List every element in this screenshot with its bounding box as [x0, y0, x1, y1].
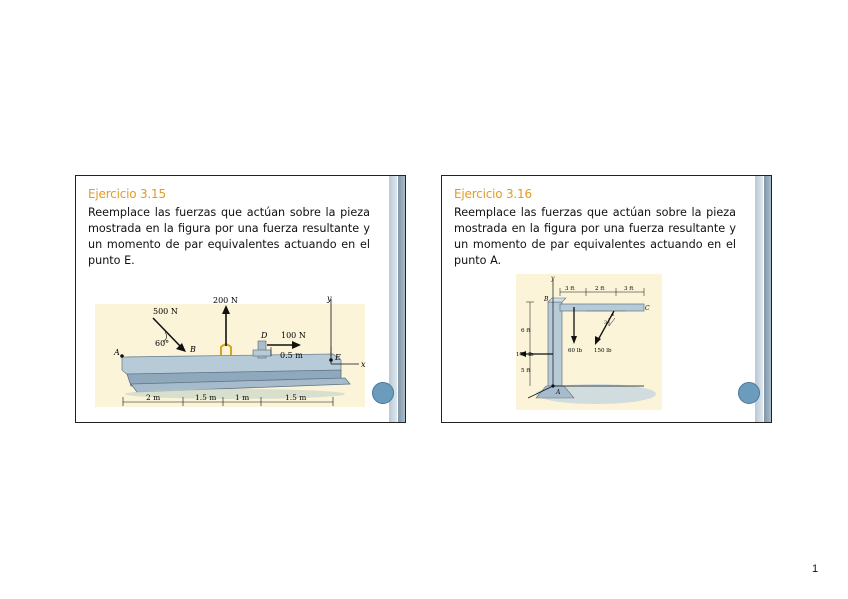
label-dim-2ft: 2 ft	[595, 286, 605, 292]
label-point-a: A	[556, 389, 561, 396]
page-number: 1	[812, 563, 819, 575]
slide-side-bar-dark	[764, 176, 771, 422]
label-point-b: B	[544, 296, 549, 303]
label-force-175lb: 175 lb	[516, 352, 534, 358]
label-500n: 500 N	[153, 307, 178, 316]
label-dim-1-5m-b: 1.5 m	[285, 393, 307, 402]
label-dim-5ft: 5 ft	[521, 368, 531, 374]
label-100n: 100 N	[281, 331, 306, 340]
label-dim-1-5m-a: 1.5 m	[195, 393, 217, 402]
slide-body-text: Reemplace las fuerzas que actúan sobre la pieza mostrada en la figura por una fuerza resultante y un momento de par equivalentes actuando en el punto A.	[454, 206, 736, 267]
label-axis-y: y	[327, 294, 332, 303]
beam-figure	[95, 294, 365, 407]
label-point-c: C	[645, 305, 650, 312]
slide-title: Ejercicio 3.16	[454, 187, 532, 201]
label-ratio-4: 4	[611, 312, 615, 318]
slide-nav-circle	[738, 382, 760, 404]
label-angle: 60°	[155, 339, 170, 348]
label-point-e: E	[335, 353, 341, 362]
slide-body-text: Reemplace las fuerzas que actúan sobre la pieza mostrada en la figura por una fuerza resultante y un momento de par equivalentes actuando en el punto E.	[88, 206, 370, 267]
label-dim-6ft: 6 ft	[521, 328, 531, 334]
label-force-150lb: 150 lb	[594, 348, 612, 354]
label-point-a: A	[114, 348, 120, 357]
label-axis-y: y	[551, 275, 555, 282]
label-200n: 200 N	[213, 296, 238, 305]
slide-ejercicio-3-16	[441, 175, 772, 423]
label-force-60lb: 60 lb	[568, 348, 583, 354]
label-dim-3ft-b: 3 ft	[624, 286, 634, 292]
slide-side-bar-dark	[398, 176, 405, 422]
label-dim-2m: 2 m	[146, 393, 161, 402]
label-point-d: D	[261, 331, 268, 340]
frame-figure	[516, 274, 662, 410]
label-axis-x: x	[361, 360, 366, 369]
label-point-b: B	[190, 345, 196, 354]
label-dim-1m: 1 m	[235, 393, 250, 402]
slide-title: Ejercicio 3.15	[88, 187, 166, 201]
slide-ejercicio-3-15	[75, 175, 406, 423]
label-ratio-3: 3	[604, 320, 608, 326]
slide-nav-circle	[372, 382, 394, 404]
label-dim-0-5m: 0.5 m	[280, 351, 303, 360]
label-dim-3ft-a: 3 ft	[565, 286, 575, 292]
